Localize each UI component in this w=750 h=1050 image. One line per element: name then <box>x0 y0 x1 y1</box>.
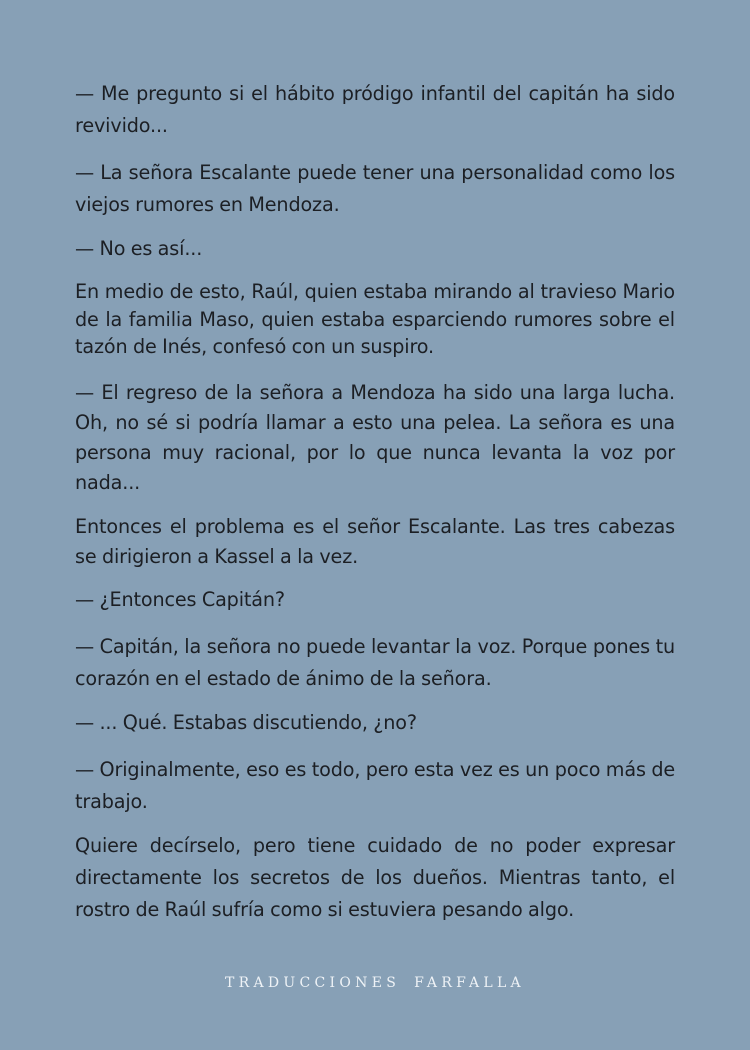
page-text <box>75 78 675 926</box>
paragraph-6: Entonces el problema es el señor Escalante. Las tres cabezas se dirigieron a Kassel a la vez. <box>75 514 675 568</box>
paragraph-8: — Capitán, la señora no puede levantar la voz. Porque pones tu corazón en el estado de ánimo de la señora. <box>75 634 675 690</box>
paragraph-5: — El regreso de la señora a Mendoza ha sido una larga lucha. Oh, no sé si podría llamar a esto una pelea. La señora es una persona muy racional, por lo que nunca levanta la voz por nada... <box>75 380 675 494</box>
paragraph-2: — La señora Escalante puede tener una personalidad como los viejos rumores en Mendoza. <box>75 161 675 216</box>
footer-brand-left: TRADUCCIONES <box>225 975 401 991</box>
paragraph-11: Quiere decírselo, pero tiene cuidado de no poder expresar directamente los secretos de los dueños. Mientras tanto, el rostro de Raúl sufría como si estuviera pesando algo. <box>75 833 675 921</box>
paragraph-10: — Originalmente, eso es todo, pero esta vez es un poco más de trabajo. <box>75 757 675 813</box>
paragraph-7: — ¿Entonces Capitán? <box>75 587 285 611</box>
paragraph-9: — ... Qué. Estabas discutiendo, ¿no? <box>75 710 417 734</box>
paragraph-3: — No es así... <box>75 237 203 260</box>
footer-brand-right: FARFALLA <box>414 975 525 991</box>
paragraph-4: En medio de esto, Raúl, quien estaba mirando al travieso Mario de la familia Maso, quien estaba esparciendo rumores sobre el tazón de Inés, confesó con un suspiro. <box>75 280 675 358</box>
paragraph-1: — Me pregunto si el hábito pródigo infantil del capitán ha sido revivido... <box>75 82 675 137</box>
footer-brand <box>0 975 750 991</box>
